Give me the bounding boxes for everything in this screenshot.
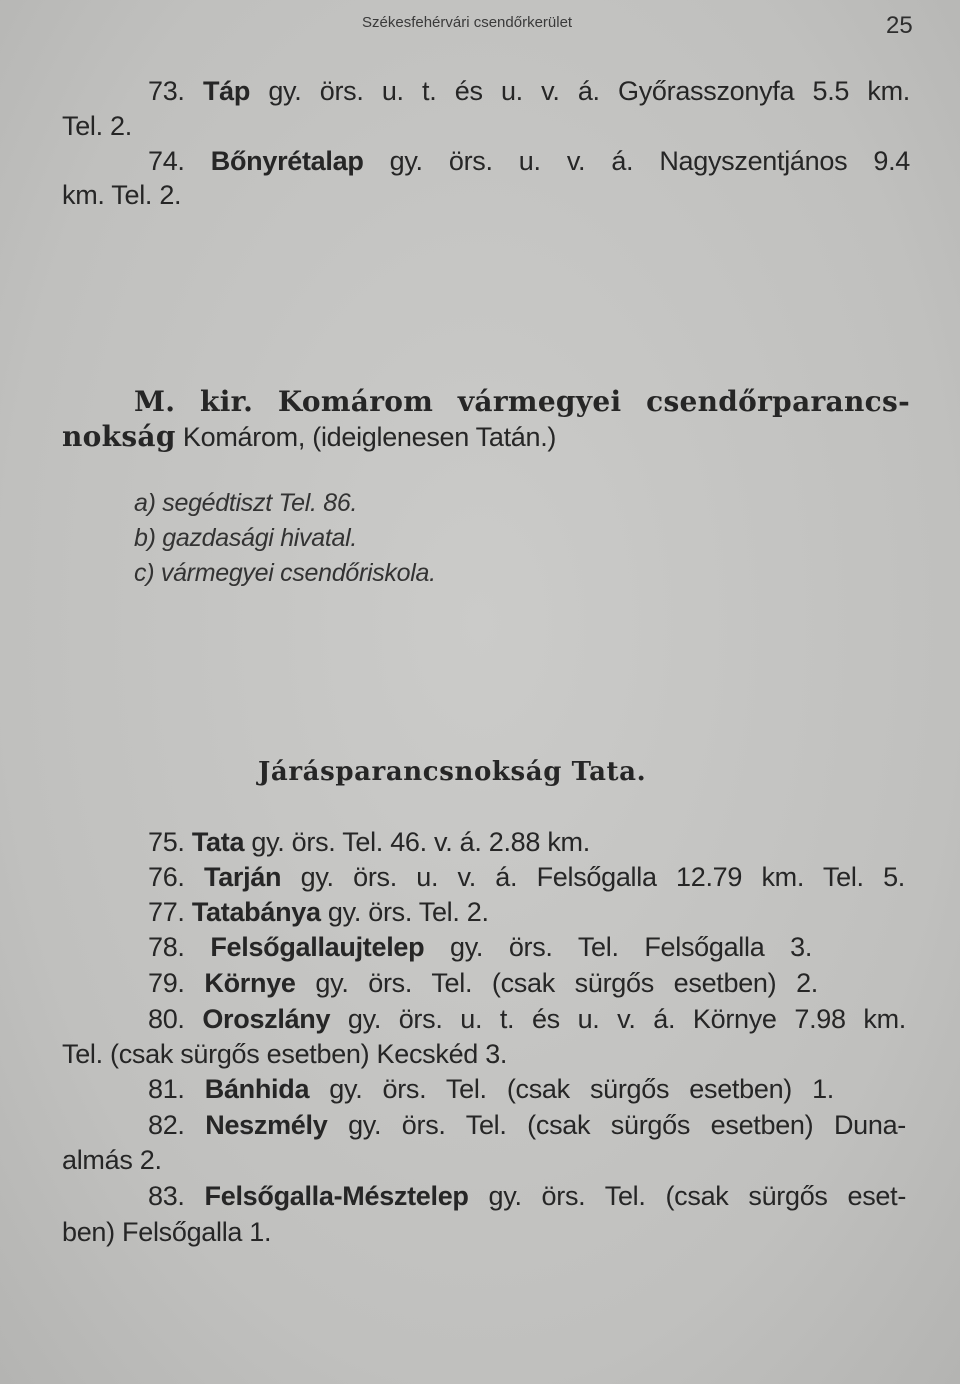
command-title-cont: [62, 420, 556, 454]
entry-text: gy. örs. Tel. 46. v. á. 2.88 km.: [251, 827, 590, 857]
entry-79: [148, 966, 818, 1000]
entry-text: gy. örs. Tel. 2.: [327, 897, 489, 927]
entry-80: [148, 1002, 906, 1036]
entry-name: Oroszlány: [202, 1004, 331, 1034]
entry-name: Tata: [191, 827, 245, 857]
entry-number: 74.: [148, 146, 185, 176]
entry-number: 79.: [148, 968, 185, 998]
command-location: Komárom, (ideiglenesen Tatán.): [182, 422, 557, 452]
entry-text: gy. örs. Tel. Felsőgalla 3.: [450, 932, 813, 962]
entry-name: Felsőgallaujtelep: [210, 932, 425, 962]
entry-number: 77.: [148, 897, 185, 927]
entry-number: 80.: [148, 1004, 185, 1034]
entry-83: [148, 1179, 906, 1213]
entry-name: Környe: [204, 968, 296, 998]
entry-number: 76.: [148, 862, 185, 892]
subunit-a: a) segédtiszt Tel. 86.: [134, 489, 358, 517]
entry-text: gy. örs. Tel. (csak sürgős esetben) Duna-: [348, 1110, 907, 1140]
entry-78: [148, 930, 812, 964]
entry-text: gy. örs. u. t. és u. v. á. Környe 7.98 km.: [347, 1004, 906, 1034]
entry-74-cont: km. Tel. 2.: [62, 180, 182, 210]
entry-77: [148, 895, 489, 929]
entry-name: Tatabánya: [191, 897, 321, 927]
entry-73: [148, 74, 910, 108]
entry-text: gy. örs. Tel. (csak sürgős eset-: [488, 1181, 907, 1211]
entry-82-cont: almás 2.: [62, 1145, 162, 1175]
entry-81: [148, 1072, 834, 1106]
entry-number: 82.: [148, 1110, 185, 1140]
entry-name: Bánhida: [204, 1074, 310, 1104]
entry-number: 78.: [148, 932, 185, 962]
entry-name: Táp: [202, 76, 251, 106]
entry-text: gy. örs. u. v. á. Nagyszentjános 9.4: [389, 146, 911, 176]
entry-76: [148, 860, 905, 894]
subunit-c: c) vármegyei csendőriskola.: [134, 559, 436, 587]
district-title: Járásparancsnokság Tata.: [258, 757, 647, 787]
entry-82: [148, 1108, 906, 1142]
entry-name: Felsőgalla-Mésztelep: [204, 1181, 469, 1211]
entry-name: Neszmély: [205, 1110, 328, 1140]
entry-name: Bőnyrétalap: [210, 146, 364, 176]
entry-number: 73.: [148, 76, 185, 106]
entry-name: Tarján: [204, 862, 282, 892]
entry-73-cont: Tel. 2.: [62, 111, 132, 141]
subunit-b: b) gazdasági hivatal.: [134, 524, 358, 552]
entry-text: gy. örs. Tel. (csak sürgős esetben) 2.: [315, 968, 819, 998]
page-number: 25: [886, 12, 913, 39]
entry-83-cont: ben) Felsőgalla 1.: [62, 1217, 272, 1247]
entry-number: 75.: [148, 827, 185, 857]
entry-80-cont: Tel. (csak sürgős esetben) Kecskéd 3.: [62, 1039, 508, 1069]
entry-text: gy. örs. u. t. és u. v. á. Győrasszonyfa 5.5 km.: [268, 76, 911, 106]
entry-text: gy. örs. u. v. á. Felsőgalla 12.79 km. Tel. 5.: [300, 862, 906, 892]
entry-number: 81.: [148, 1074, 185, 1104]
entry-74: [148, 144, 910, 178]
entry-text: gy. örs. Tel. (csak sürgős esetben) 1.: [329, 1074, 834, 1104]
entry-75: [148, 825, 590, 859]
entry-number: 83.: [148, 1181, 185, 1211]
command-title-bold: nokság: [62, 420, 176, 453]
command-title: M. kir. Komárom vármegyei csendőrparancs-: [134, 385, 910, 418]
running-title: Székesfehérvári csendőrkerület: [362, 14, 573, 31]
